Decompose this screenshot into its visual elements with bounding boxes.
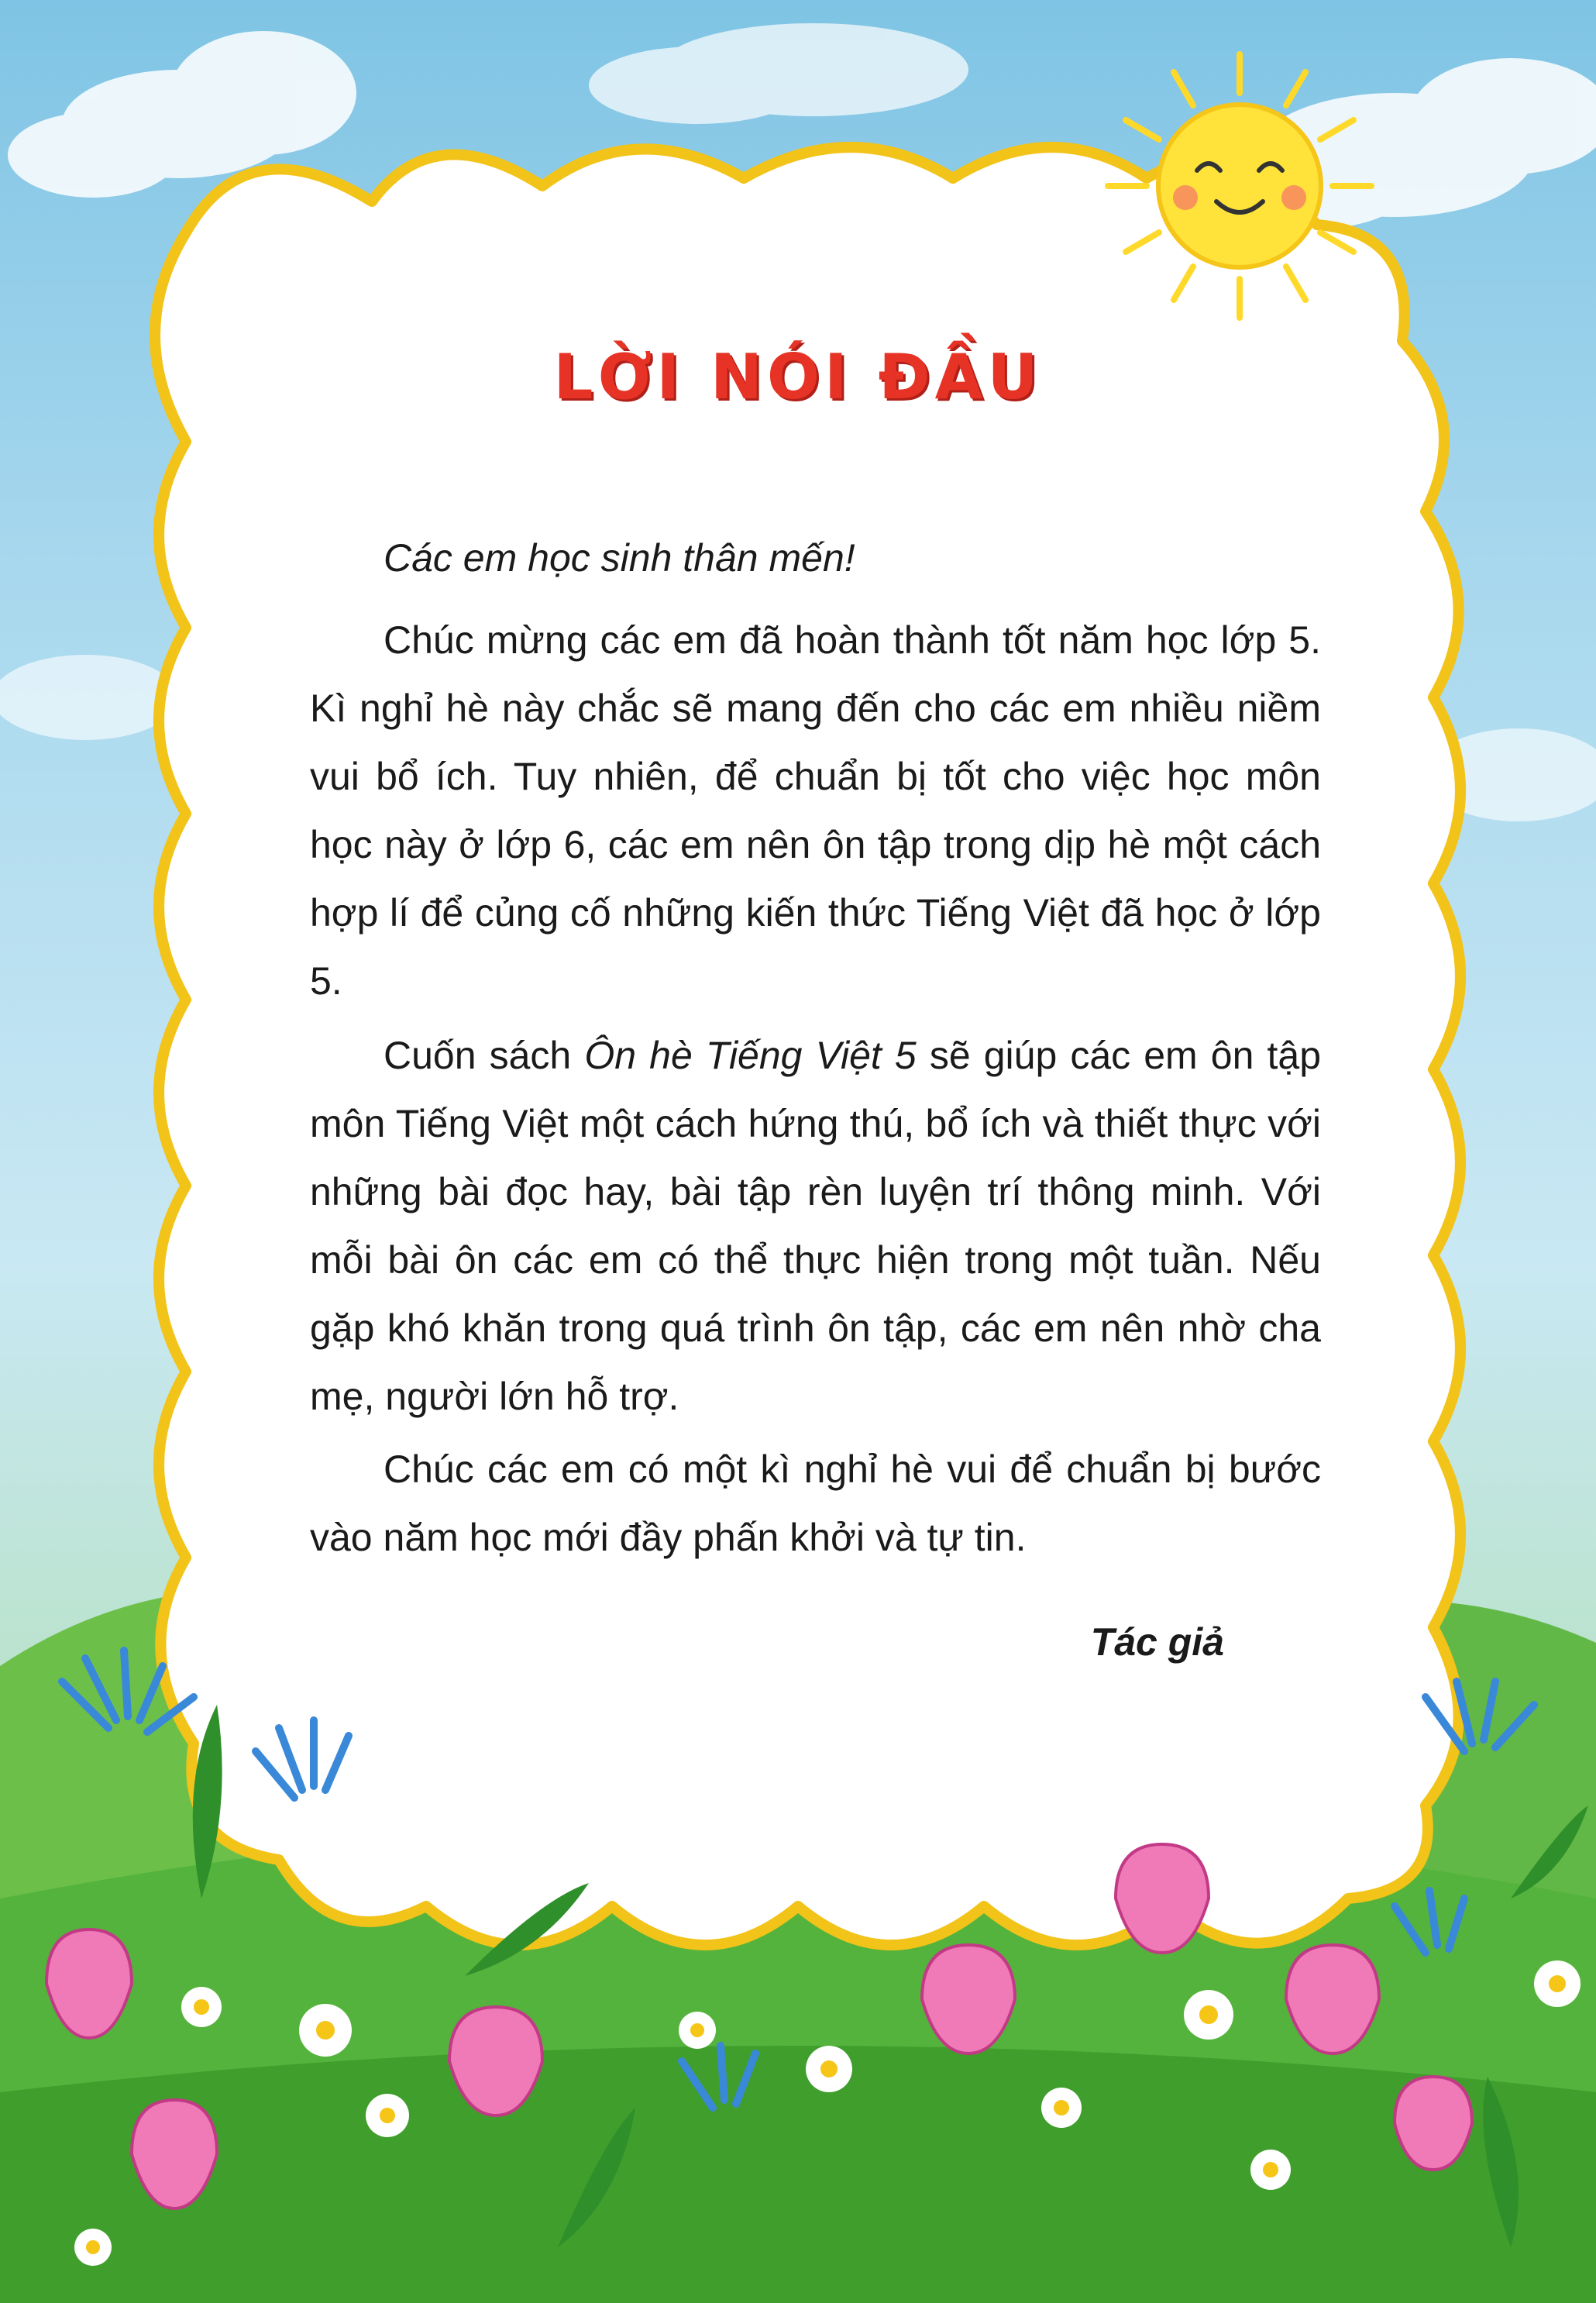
page-title: LỜI NÓI ĐẦU (553, 341, 1043, 413)
paragraph-2-text: sẽ giúp các em ôn tập môn Tiếng Việt một cách hứng thú, bổ ích và thiết thực với những bài đọc hay, bài tập rèn luyện trí thông minh. Với mỗi bài ôn các em có thể thực hiện trong một tuần. Nếu gặp khó khăn trong quá trình ôn tập, các em nên nhờ cha mẹ, người lớn hỗ trợ. (310, 1034, 1322, 1418)
paragraph-1: Chúc mừng các em đã hoàn thành tốt năm học lớp 5. Kì nghỉ hè này chắc sẽ mang đến cho các em nhiều niềm vui bổ ích. Tuy nhiên, để chuẩn bị tốt cho việc học môn học này ở lớp 6, các em nên ôn tập trong dịp hè một cách hợp lí để củng cố những kiến thức Tiếng Việt đã học ở lớp 5. (310, 618, 1321, 1003)
paragraph-2 (310, 1021, 1321, 1430)
paragraph-2-text: Cuốn sách (384, 1034, 585, 1077)
book-title: Ôn hè Tiếng Việt 5 (584, 1034, 917, 1077)
paragraph-3: Chúc các em có một kì nghỉ hè vui để chuẩn bị bước vào năm học mới đầy phấn khởi và tự tin. (310, 1448, 1321, 1559)
signature: Tác giả (1090, 1620, 1224, 1664)
greeting: Các em học sinh thân mến! (384, 536, 855, 580)
